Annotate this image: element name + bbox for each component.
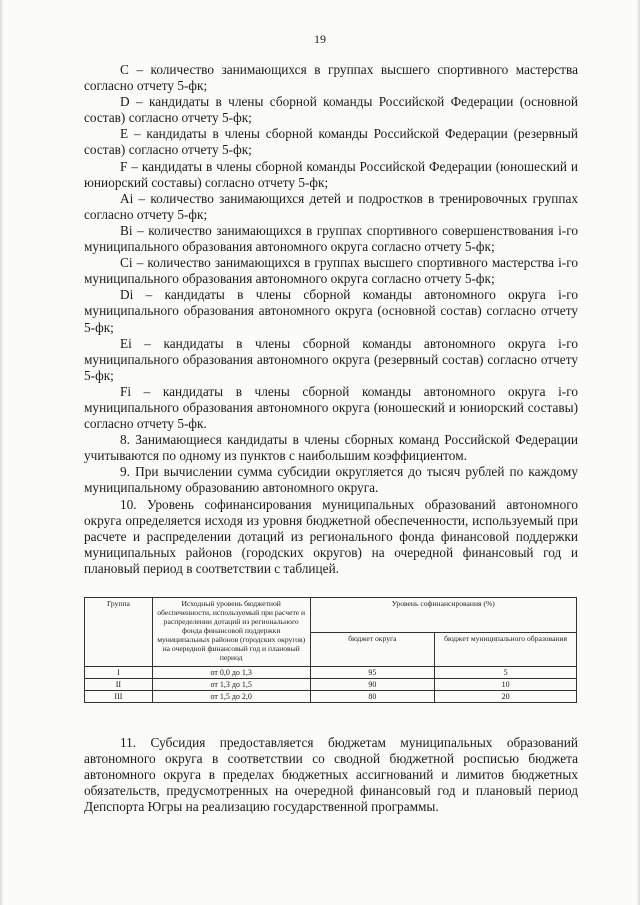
paragraph-ci: Ci – количество занимающихся в группах высшего спортивного мастерства i-го муниципального образования автономного округа согласно отчету 5-фк; bbox=[84, 255, 578, 287]
header-okrug: бюджет округа bbox=[310, 632, 435, 667]
paragraph-c: С – количество занимающихся в группах высшего спортивного мастерства согласно отчету 5-фк; bbox=[84, 62, 578, 94]
table-row bbox=[85, 679, 577, 691]
paragraph-ai: Ai – количество занимающихся детей и подростков в тренировочных группах согласно отчету 5-фк; bbox=[84, 190, 578, 222]
table-row bbox=[85, 667, 577, 679]
cell-group: II bbox=[85, 679, 153, 691]
header-level: Исходный уровень бюджетной обеспеченности, используемый при расчете и распределении дотаций из регионального фонда финансовой поддержки муниципальных районов (городских округов) на очередной финансовый год и плановый период bbox=[152, 598, 310, 667]
paragraph-d: D – кандидаты в члены сборной команды Российской Федерации (основной состав) согласно отчету 5-фк; bbox=[84, 94, 578, 126]
cell-group: III bbox=[85, 691, 153, 703]
paragraph-e: Е – кандидаты в члены сборной команды Российской Федерации (резервный состав) согласно отчету 5-фк; bbox=[84, 126, 578, 158]
table-header-row bbox=[85, 598, 577, 633]
paragraph-10: 10. Уровень софинансирования муниципальных образований автономного округа определяется исходя из уровня бюджетной обеспеченности, используемый при расчете и распределении дотаций из регионального фонда финансовой поддержки муниципальных районов (городских округов) на очередной финансовый год и плановый период в соответствии с таблицей. bbox=[84, 496, 578, 576]
paragraph-9: 9. При вычислении сумма субсидии округляется до тысяч рублей по каждому муниципальному образованию автономного округа. bbox=[84, 464, 578, 496]
cell-okrug: 90 bbox=[310, 679, 435, 691]
paragraph-di: Di – кандидаты в члены сборной команды автономного округа i-го муниципального образования автономного округа (основной состав) согласно отчету 5-фк; bbox=[84, 287, 578, 335]
document-body bbox=[84, 62, 578, 577]
paragraph-f: F – кандидаты в члены сборной команды Российской Федерации (юношеский и юниорский составы) согласно отчету 5-фк; bbox=[84, 158, 578, 190]
page-number: 19 bbox=[314, 32, 326, 46]
cell-range: от 0,0 до 1,3 bbox=[152, 667, 310, 679]
cell-range: от 1,3 до 1,5 bbox=[152, 679, 310, 691]
paragraph-8: 8. Занимающиеся кандидаты в члены сборных команд Российской Федерации учитываются по одному из пунктов с наибольшим коэффициентом. bbox=[84, 432, 578, 464]
cell-range: от 1,5 до 2,0 bbox=[152, 691, 310, 703]
cell-okrug: 95 bbox=[310, 667, 435, 679]
table-row bbox=[85, 691, 577, 703]
scan-edge-left bbox=[0, 0, 3, 905]
cell-group: I bbox=[85, 667, 153, 679]
cell-okrug: 80 bbox=[310, 691, 435, 703]
header-group: Группа bbox=[85, 598, 153, 667]
cell-municipal: 20 bbox=[435, 691, 577, 703]
cell-municipal: 10 bbox=[435, 679, 577, 691]
paragraph-ei: Ei – кандидаты в члены сборной команды автономного округа i-го муниципального образования автономного округа (резервный состав) согласно отчету 5-фк; bbox=[84, 335, 578, 383]
cell-municipal: 5 bbox=[435, 667, 577, 679]
closing-body bbox=[84, 735, 578, 815]
header-municipal: бюджет муниципального образования bbox=[435, 632, 577, 667]
paragraph-11: 11. Субсидия предоставляется бюджетам муниципальных образований автономного округа в соответствии со сводной бюджетной росписью бюджета автономного округа в пределах бюджетных ассигнований и лимитов бюджетных обязательств, предусмотренных на очередной финансовый год и плановый период Депспорта Югры на реализацию государственной программы. bbox=[84, 735, 578, 815]
paragraph-bi: Bi – количество занимающихся в группах спортивного совершенствования i-го муниципального образования автономного округа согласно отчету 5-фк; bbox=[84, 222, 578, 255]
paragraph-fi: Fi – кандидаты в члены сборной команды автономного округа i-го муниципального образования автономного округа (юношеский и юниорский составы) согласно отчету 5-фк. bbox=[84, 383, 578, 432]
header-cofinancing: Уровень софинансирования (%) bbox=[310, 598, 576, 633]
cofinancing-table bbox=[84, 597, 577, 703]
